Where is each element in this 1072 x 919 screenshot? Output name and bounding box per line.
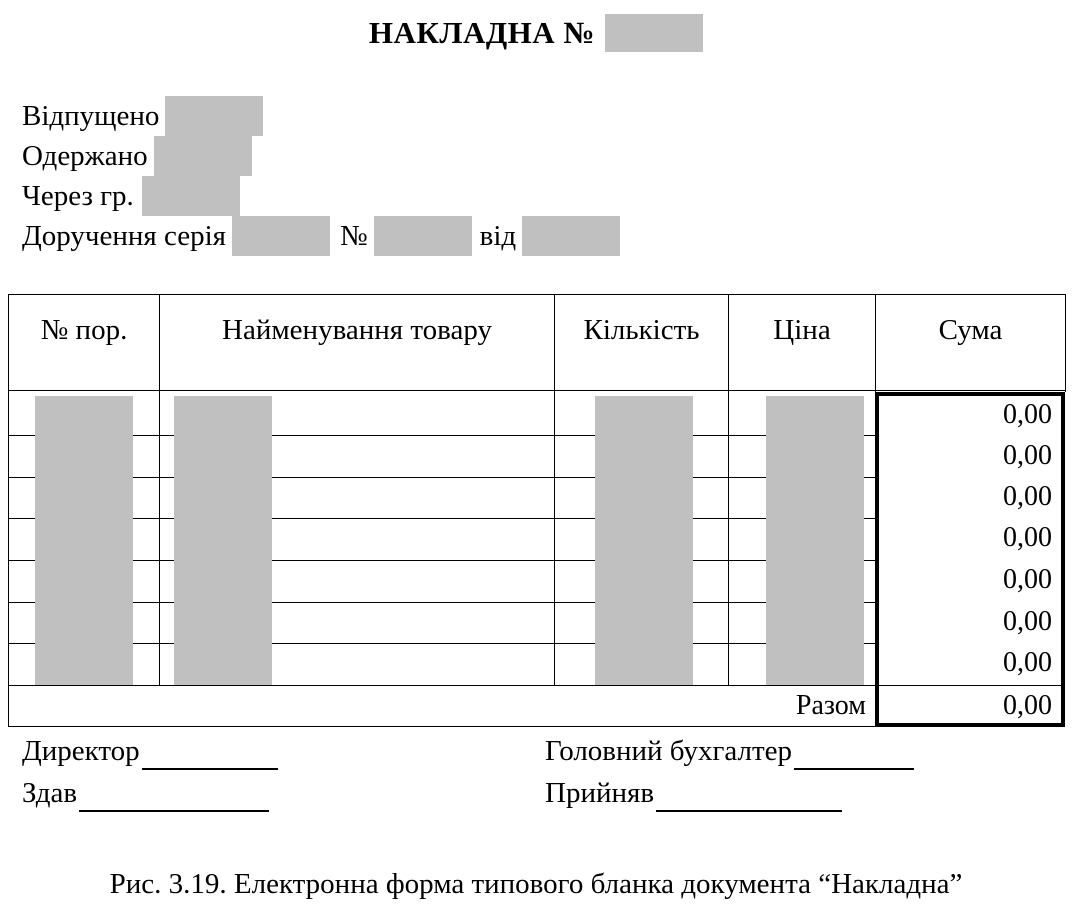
table-border-right [1065,294,1066,392]
table-border-top [8,294,1066,295]
col-header-sum: Сума [938,313,1003,346]
handed-over-label: Здав [22,777,78,809]
via-row [22,176,240,216]
director-signature [22,732,278,770]
row-separator [8,602,875,603]
name-column-field[interactable] [174,396,272,685]
released-label: Відпущено [22,100,160,132]
chief-accountant-label: Головний бухгалтер [545,735,792,767]
table-border-bottom [8,726,875,727]
document-title [0,14,1072,52]
row-separator [8,643,875,644]
table-header-bottom [8,390,1066,391]
col-header-name: Найменування товару [222,313,492,346]
row-sum: 0,00 [1003,647,1052,678]
received-field[interactable] [154,136,252,176]
chief-accountant-signature [545,732,914,770]
warrant-label: Доручення серія [22,220,226,252]
accepted-signature-line[interactable] [656,780,842,812]
received-row [22,136,252,176]
row-separator [8,435,875,436]
title-text: НАКЛАДНА № [368,15,596,50]
figure-caption: Рис. 3.19. Електронна форма типового бланка документа “Накладна” [109,868,963,900]
director-label: Директор [22,735,140,767]
warrant-row [22,216,620,256]
col-header-price: Ціна [773,313,831,346]
price-column-field[interactable] [766,396,864,685]
number-column-field[interactable] [35,396,133,685]
via-label: Через гр. [22,180,134,212]
director-signature-line[interactable] [142,738,278,770]
row-separator [8,518,875,519]
received-label: Одержано [22,140,148,172]
warrant-date-label: від [479,220,517,252]
col-header-number: № пор. [40,313,128,346]
warrant-number-label: № [339,220,368,252]
released-field[interactable] [165,96,263,136]
accepted-label: Прийняв [545,777,655,809]
row-separator [8,560,875,561]
warrant-date-field[interactable] [522,216,620,256]
col-header-quantity: Кількість [583,313,700,346]
row-sum: 0,00 [1003,440,1052,471]
released-row [22,96,263,136]
warrant-number-field[interactable] [374,216,472,256]
total-value: 0,00 [1003,690,1052,721]
row-sum: 0,00 [1003,522,1052,553]
row-sum: 0,00 [1003,606,1052,637]
invoice-number-field[interactable] [605,14,703,52]
row-separator [8,477,875,478]
handed-over-signature [22,774,269,812]
row-sum: 0,00 [1003,481,1052,512]
accepted-signature [545,774,842,812]
handed-over-signature-line[interactable] [79,780,269,812]
via-field[interactable] [142,176,240,216]
chief-accountant-signature-line[interactable] [794,738,914,770]
total-label: Разом [795,690,866,721]
warrant-series-field[interactable] [232,216,330,256]
row-sum: 0,00 [1003,399,1052,430]
quantity-column-field[interactable] [595,396,693,685]
row-sum: 0,00 [1003,564,1052,595]
